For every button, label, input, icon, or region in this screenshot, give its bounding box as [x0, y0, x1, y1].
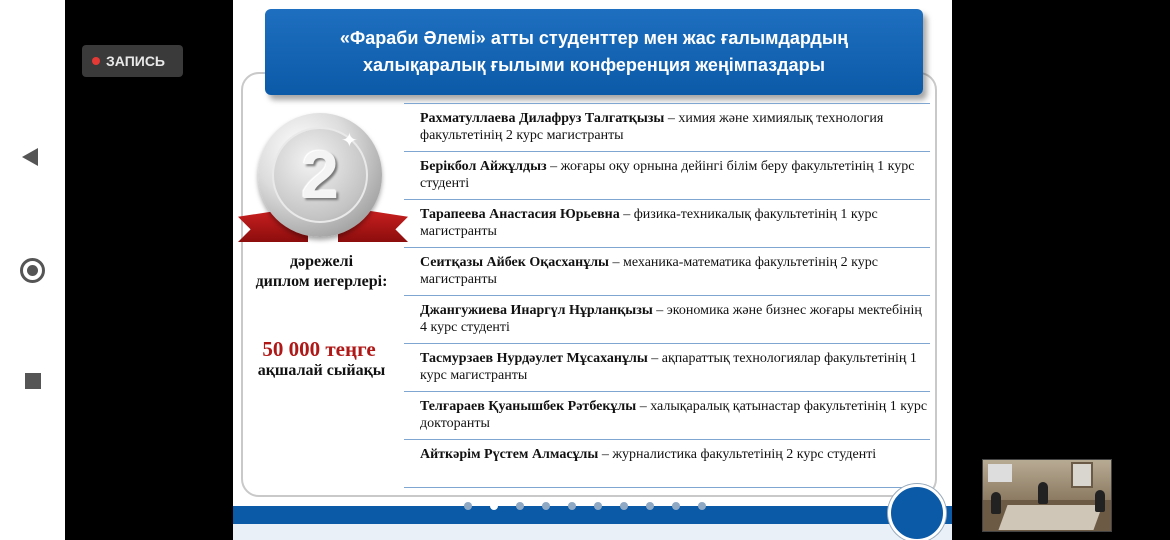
pagination-dots	[464, 502, 706, 510]
pagination-dot[interactable]	[490, 502, 498, 510]
pagination-dot[interactable]	[516, 502, 524, 510]
pagination-dot[interactable]	[646, 502, 654, 510]
pagination-dot[interactable]	[620, 502, 628, 510]
slide-title	[265, 9, 923, 95]
list-item	[404, 440, 930, 488]
prize-amount: 50 000 теңге	[262, 337, 376, 361]
winner-description: – физика-техникалық факультетінің 1 курс магистранты	[420, 207, 878, 239]
winner-name: Телғараев Қуанышбек Рәтбекұлы	[420, 399, 637, 414]
winners-list	[404, 103, 930, 488]
recording-badge[interactable]	[82, 45, 183, 77]
webcam-table	[998, 505, 1102, 530]
presentation-slide	[233, 0, 952, 540]
pagination-dot[interactable]	[542, 502, 550, 510]
degree-label-line2: диплом иегерлері:	[255, 273, 388, 290]
winner-name: Рахматуллаева Дилафруз Талгатқызы	[420, 111, 665, 126]
list-item	[404, 200, 930, 248]
list-item	[404, 104, 930, 152]
webcam-person	[991, 492, 1001, 514]
winner-description: – ақпараттық технологиялар факультетінің 1 курс магистранты	[420, 351, 917, 383]
webcam-window	[1071, 462, 1093, 488]
winner-description: – химия және химиялық технология факультетінің 2 курс магистранты	[420, 111, 884, 143]
winner-name: Тасмурзаев Нурдәулет Мұсаханұлы	[420, 351, 648, 366]
silver-medal	[233, 110, 413, 250]
pagination-dot[interactable]	[464, 502, 472, 510]
webcam-person	[1038, 482, 1048, 504]
list-item	[404, 392, 930, 440]
prize-label: ақшалай сыйақы	[257, 362, 386, 379]
list-item	[404, 152, 930, 200]
winner-description: – журналистика факультетінің 2 курс студенті	[598, 447, 877, 462]
slide-title-text: «Фараби Әлемі» атты студенттер мен жас ғалымдардың халықаралық ғылыми конференция жеңімпаздары	[339, 28, 849, 75]
degree-label-line1: дәрежелі	[289, 253, 354, 270]
winner-name: Берікбол Айжұлдыз	[420, 159, 547, 174]
winner-name: Сеитқазы Айбек Оқасханұлы	[420, 255, 609, 270]
pagination-dot[interactable]	[568, 502, 576, 510]
recent-square-icon[interactable]	[25, 373, 41, 389]
recording-label: ЗАПИСЬ	[106, 53, 165, 69]
winner-description: – халықаралық қатынастар факультетінің 1 курс докторанты	[420, 399, 928, 431]
winner-description: – экономика және бизнес жоғары мектебінің 4 курс студенті	[420, 303, 922, 335]
webcam-person	[1095, 490, 1105, 512]
winner-name: Тарапеева Анастасия Юрьевна	[420, 207, 620, 222]
winner-description: – механика-математика факультетінің 2 курс магистранты	[420, 255, 878, 287]
winner-name: Айткәрім Рүстем Алмасұлы	[420, 447, 599, 462]
pagination-dot[interactable]	[698, 502, 706, 510]
slide-footer-light	[233, 524, 952, 540]
pagination-dot[interactable]	[672, 502, 680, 510]
medal-number: 2	[272, 127, 368, 223]
winner-name: Джангужиева Инаргүл Нұрланқызы	[420, 303, 653, 318]
pagination-dot[interactable]	[594, 502, 602, 510]
winner-description: – жоғары оқу орнына дейінгі білім беру факультетінің 1 курс студенті	[420, 159, 915, 191]
home-circle-icon[interactable]	[20, 258, 45, 283]
record-dot-icon	[92, 57, 100, 65]
webcam-thumbnail[interactable]	[982, 459, 1112, 532]
list-item	[404, 296, 930, 344]
android-nav-bar	[0, 0, 65, 540]
webcam-board	[988, 464, 1012, 482]
degree-label	[233, 252, 410, 292]
corner-circle-decoration	[888, 484, 946, 540]
list-item	[404, 344, 930, 392]
medal-icon	[258, 113, 382, 237]
list-item	[404, 248, 930, 296]
sparkle-icon: ✦	[341, 130, 358, 152]
back-triangle-icon[interactable]	[22, 148, 38, 166]
